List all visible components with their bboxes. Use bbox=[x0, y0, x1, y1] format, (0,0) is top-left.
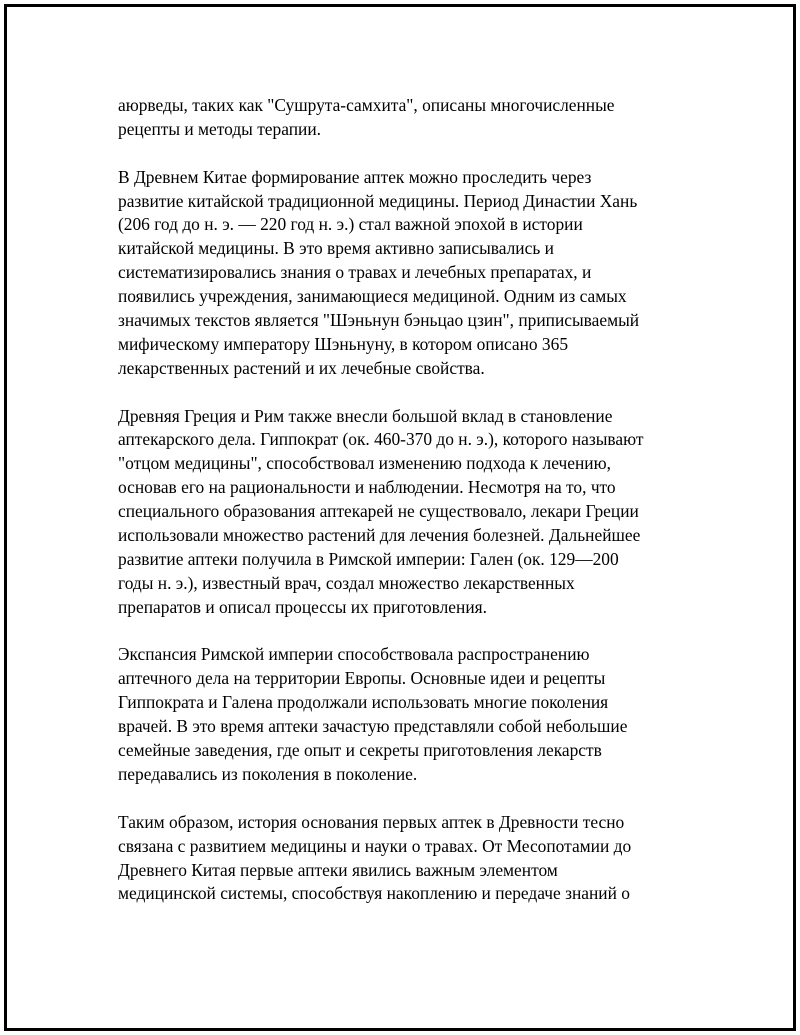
text-line: В Древнем Китае формирование аптек можно проследить через bbox=[118, 166, 592, 187]
text-line: медицинской системы, способствуя накоплению и передаче знаний о bbox=[118, 883, 630, 904]
text-line: врачей. В это время аптеки зачастую представляли собой небольшие bbox=[118, 716, 628, 737]
text-line: Экспансия Римской империи способствовала распространению bbox=[118, 644, 590, 665]
text-line: Древняя Греция и Рим также внесли большой вклад в становление bbox=[118, 405, 613, 426]
text-line: основав его на рациональности и наблюдении. Несмотря на то, что bbox=[118, 477, 616, 498]
paragraph-5 bbox=[118, 811, 698, 907]
text-line: Гиппократа и Галена продолжали использовать многие поколения bbox=[118, 692, 609, 713]
text-line: Древнего Китая первые аптеки явились важным элементом bbox=[118, 859, 558, 880]
text-line: связана с развитием медицины и науки о травах. От Месопотамии до bbox=[118, 835, 632, 856]
text-line: рецепты и методы терапии. bbox=[118, 118, 321, 139]
text-line: специального образования аптекарей не существовало, лекари Греции bbox=[118, 501, 639, 522]
text-line: лекарственных растений и их лечебные свойства. bbox=[118, 357, 485, 378]
text-line: аптечного дела на территории Европы. Основные идеи и рецепты bbox=[118, 668, 606, 689]
text-line: развитие китайской традиционной медицины. Период Династии Хань bbox=[118, 190, 638, 211]
text-line: семейные заведения, где опыт и секреты приготовления лекарств bbox=[118, 740, 602, 761]
text-line: появились учреждения, занимающиеся медициной. Одним из самых bbox=[118, 286, 627, 307]
text-line: годы н. э.), известный врач, создал множество лекарственных bbox=[118, 572, 575, 593]
text-line: Таким образом, история основания первых аптек в Древности тесно bbox=[118, 811, 625, 832]
text-line: аюрведы, таких как "Сушрута-самхита", описаны многочисленные bbox=[118, 95, 615, 115]
paragraph-2 bbox=[118, 166, 698, 381]
text-line: развитие аптеки получила в Римской империи: Гален (ок. 129—200 bbox=[118, 548, 619, 569]
text-line: "отцом медицины", способствовал изменению подхода к лечению, bbox=[118, 453, 611, 474]
text-line: китайской медицины. В это время активно записывались и bbox=[118, 238, 554, 259]
text-line: использовали множество растений для лечения болезней. Дальнейшее bbox=[118, 525, 641, 546]
text-line: систематизировались знания о травах и лечебных препаратах, и bbox=[118, 262, 592, 283]
document-body bbox=[118, 94, 698, 930]
text-line: передавались из поколения в поколение. bbox=[118, 763, 418, 784]
text-line: мифическому императору Шэньнуну, в котором описано 365 bbox=[118, 333, 569, 354]
paragraph-4 bbox=[118, 643, 698, 786]
text-line: препаратов и описал процессы их приготовления. bbox=[118, 596, 487, 617]
text-line: аптекарского дела. Гиппократ (ок. 460-370 до н. э.), которого называют bbox=[118, 429, 644, 450]
text-line: (206 год до н. э. — 220 год н. э.) стал важной эпохой в истории bbox=[118, 214, 583, 235]
text-line: значимых текстов является "Шэньнун бэньцао цзин", приписываемый bbox=[118, 310, 640, 331]
paragraph-3 bbox=[118, 405, 698, 620]
paragraph-1 bbox=[118, 94, 698, 142]
